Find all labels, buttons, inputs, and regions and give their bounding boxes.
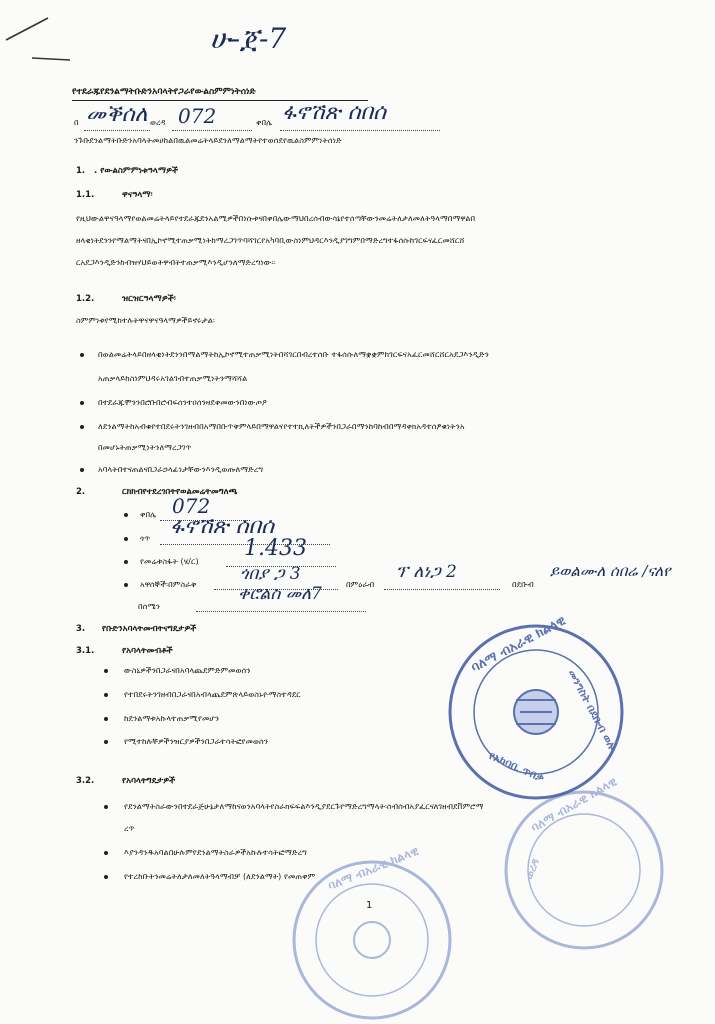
list-item: ውስኒዎችንበጋራናበአባላጨደምድምመወሰን <box>124 666 251 675</box>
section-3-1-number: 3.1. <box>76 646 95 656</box>
list-item: አባላትበተናጠልናበጋራኃላፊነታቸውንእንዲወጡለማድረግ <box>98 465 264 474</box>
field-south-value: ይወልሙለ ሰበሬ /ናለየ <box>550 562 671 580</box>
field-east-value: ጎበያ ጋ 3 <box>240 564 301 584</box>
list-item: በመሆኑትጠቃሚነትንለማረጋገጥ <box>98 443 192 452</box>
section-3-1-title: የአባላትመብቶች <box>122 646 173 656</box>
field-area-label: የመሬቱስፋት (ሄ/ር) <box>140 557 199 566</box>
document-title: የተደራጁየደንልማትቡድንአባላትየጋራየውልስምምነትሰነድ <box>72 87 256 97</box>
party-name-handwritten: መቕሰለ <box>86 102 148 127</box>
field-kebele-value: 072 <box>172 494 211 518</box>
section-2-title: ርክክብየተደረገበትየወልመሬትመግለጫ <box>122 487 238 497</box>
svg-text:ባለማ ብአራዊ ክልላዊ: ባለማ ብአራዊ ክልላዊ <box>468 613 569 676</box>
section-1-2-number: 1.2. <box>76 294 95 304</box>
field-west-value: ፕ ለነጋ 2 <box>396 562 457 582</box>
list-item: የተበደሩትንገዘብበጋራናበአብላጨደምጽላይወስኑዮማስተዳደር <box>124 690 301 699</box>
svg-text:መንግስት በደቡብ ወሎ: መንግስት በደቡብ ወሎ <box>565 667 620 755</box>
list-item: ረጥ <box>124 824 135 833</box>
section-1-title: . የውልስምምነቱዓላማዎች <box>94 166 179 176</box>
field-got-value: ፋኖሽጽ ሰበሰ <box>170 514 275 539</box>
section-1-number: 1. <box>76 166 86 176</box>
list-item: በተደራጁሞንንበሮቡበሮብፍሰንተዐሰንዛደቀመውንበነውጦዖ <box>98 398 267 407</box>
field-south-label: በደቡብ <box>512 580 534 589</box>
svg-text:የአካባቢ ጥበቃ: የአካባቢ ጥበቃ <box>486 748 547 785</box>
party-prefix: በ <box>74 118 79 127</box>
section-3-number: 3. <box>76 624 86 634</box>
kebele-handwritten: ፋኖሽጽ ሰበሰ <box>282 100 387 125</box>
page-number: 1 <box>366 900 373 911</box>
list-item: አጠቃላይከስነምህዳሩአገልገብተጠቃሚነትንማሻሻል <box>98 374 248 383</box>
list-item: እያንዳንዱአባልበሁሉምየደንልማትስራዎችአኩሉተሳትፎማድረግ <box>124 848 307 857</box>
field-north-label: በሰሜን <box>138 602 160 611</box>
section-1-2-title: ዝርዝርዓላማዎች፡ <box>122 294 176 304</box>
field-north-value: ቀሮልስ መለ7 <box>238 584 322 604</box>
objective-paragraph-line: ዘላቂነትደንንየማልማትናበኢኮኖሚተጠቃሚነትከማረጋገጥባሻገርየአካባቢውስነምህዳርእንዲያገግምበማድረግተፋሰሱከገርፍናፈርመሸርሸ <box>76 236 465 245</box>
list-item: በወልመሬትላይበዘላቂነትደንንበማልማትከኢኮኖሚተጠቃሚነትበሻገርበብረተሰቡ ተፋሰሱለማቋቋምከገርፍናአፈርመሸርሸርአደጋእንዲድን <box>98 350 489 359</box>
svg-text:ባለማ ብአራዊ ክልላዊ: ባለማ ብአራዊ ክልላዊ <box>325 843 421 893</box>
stamp-seal <box>450 613 622 798</box>
section-3-2-title: የአባላትግዴታዎች <box>122 776 176 786</box>
kebele-label: ቀበሌ <box>256 118 273 127</box>
svg-text:ባለማ ብአራዊ ክልላዊ: ባለማ ብአራዊ ክልላዊ <box>528 774 620 835</box>
top-handwritten-reference: ሁ-ጀ-7 <box>210 22 287 55</box>
list-item: የደንልማትስራውንበተደራጅሁኔታለማከናወንአባላትየስራክፍፍልእንዲያደርጉየማድረግማላት፡ሰብሰብአያፈርናለገዘብደቨምሮማ <box>124 802 484 811</box>
svg-text:ወረዳ: ወረዳ <box>522 856 542 882</box>
intro-line: ንጉቡደንልማትቡድንአባላትመሀከልበዉልመሬትላይደንለማልማትየተወሰደየዉልስምምነትሰነድ <box>74 136 342 145</box>
detailed-objectives-intro: ስምምነቱየሚከተሉትዋናዋናዓላማዎችይኖሩታል፡ <box>76 316 215 325</box>
section-1-1-number: 1.1. <box>76 190 95 200</box>
section-3-title: የቡድንአባላትመብትናግዴታዎች <box>102 624 197 634</box>
woreda-handwritten: 072 <box>178 104 217 128</box>
section-1-1-title: ዋናዓላማ፡ <box>122 190 153 200</box>
section-2-number: 2. <box>76 487 86 497</box>
field-area-value: 1.433 <box>244 536 307 561</box>
objective-paragraph-line: የዚህውልዋናዓላማየወልመሬትላይየተደራጁደንአልሚዎችበነሱቱናበቀበሌውማህበረሰብውሳኔየተሰጣቸውንመሬትለታለመለትዓላማበማዋልበ <box>76 214 476 223</box>
list-item: ለደንልማትከአብቁየተበደሩትንገዘብበአማበቡጥቅምላይበማዋልናየተተኪለትችዎችንበጋራበማንከባከብበማዳቀክአዳተሰፆቁነትንአ <box>98 422 465 431</box>
objective-paragraph-line: ርአደጋእንዲድንከብዝሃህይወትዋብትተጠቃሚእንዲሆንለማድረግነው። <box>76 258 276 267</box>
woreda-label: ወረዳ <box>150 118 166 127</box>
field-east-label: አዋሰኞች፡በምስራቅ <box>140 580 197 589</box>
section-3-2-number: 3.2. <box>76 776 95 786</box>
field-kebele-label: ቀበሌ <box>140 510 157 519</box>
list-item: የተረከቡትንመሬትለታለመለትዓላማብቻ (ለደንልማት) የመጠቀም <box>124 872 316 881</box>
field-got-label: ጎጥ <box>140 534 151 543</box>
list-item: ከደንልማቱአኩላተጠቃሚየመሆን <box>124 714 220 723</box>
list-item: የሚተከሉቸዎችንዝርያዎችንበጋራተሳትፎየመወሰን <box>124 737 269 746</box>
field-west-label: በምዕራብ <box>346 580 375 589</box>
